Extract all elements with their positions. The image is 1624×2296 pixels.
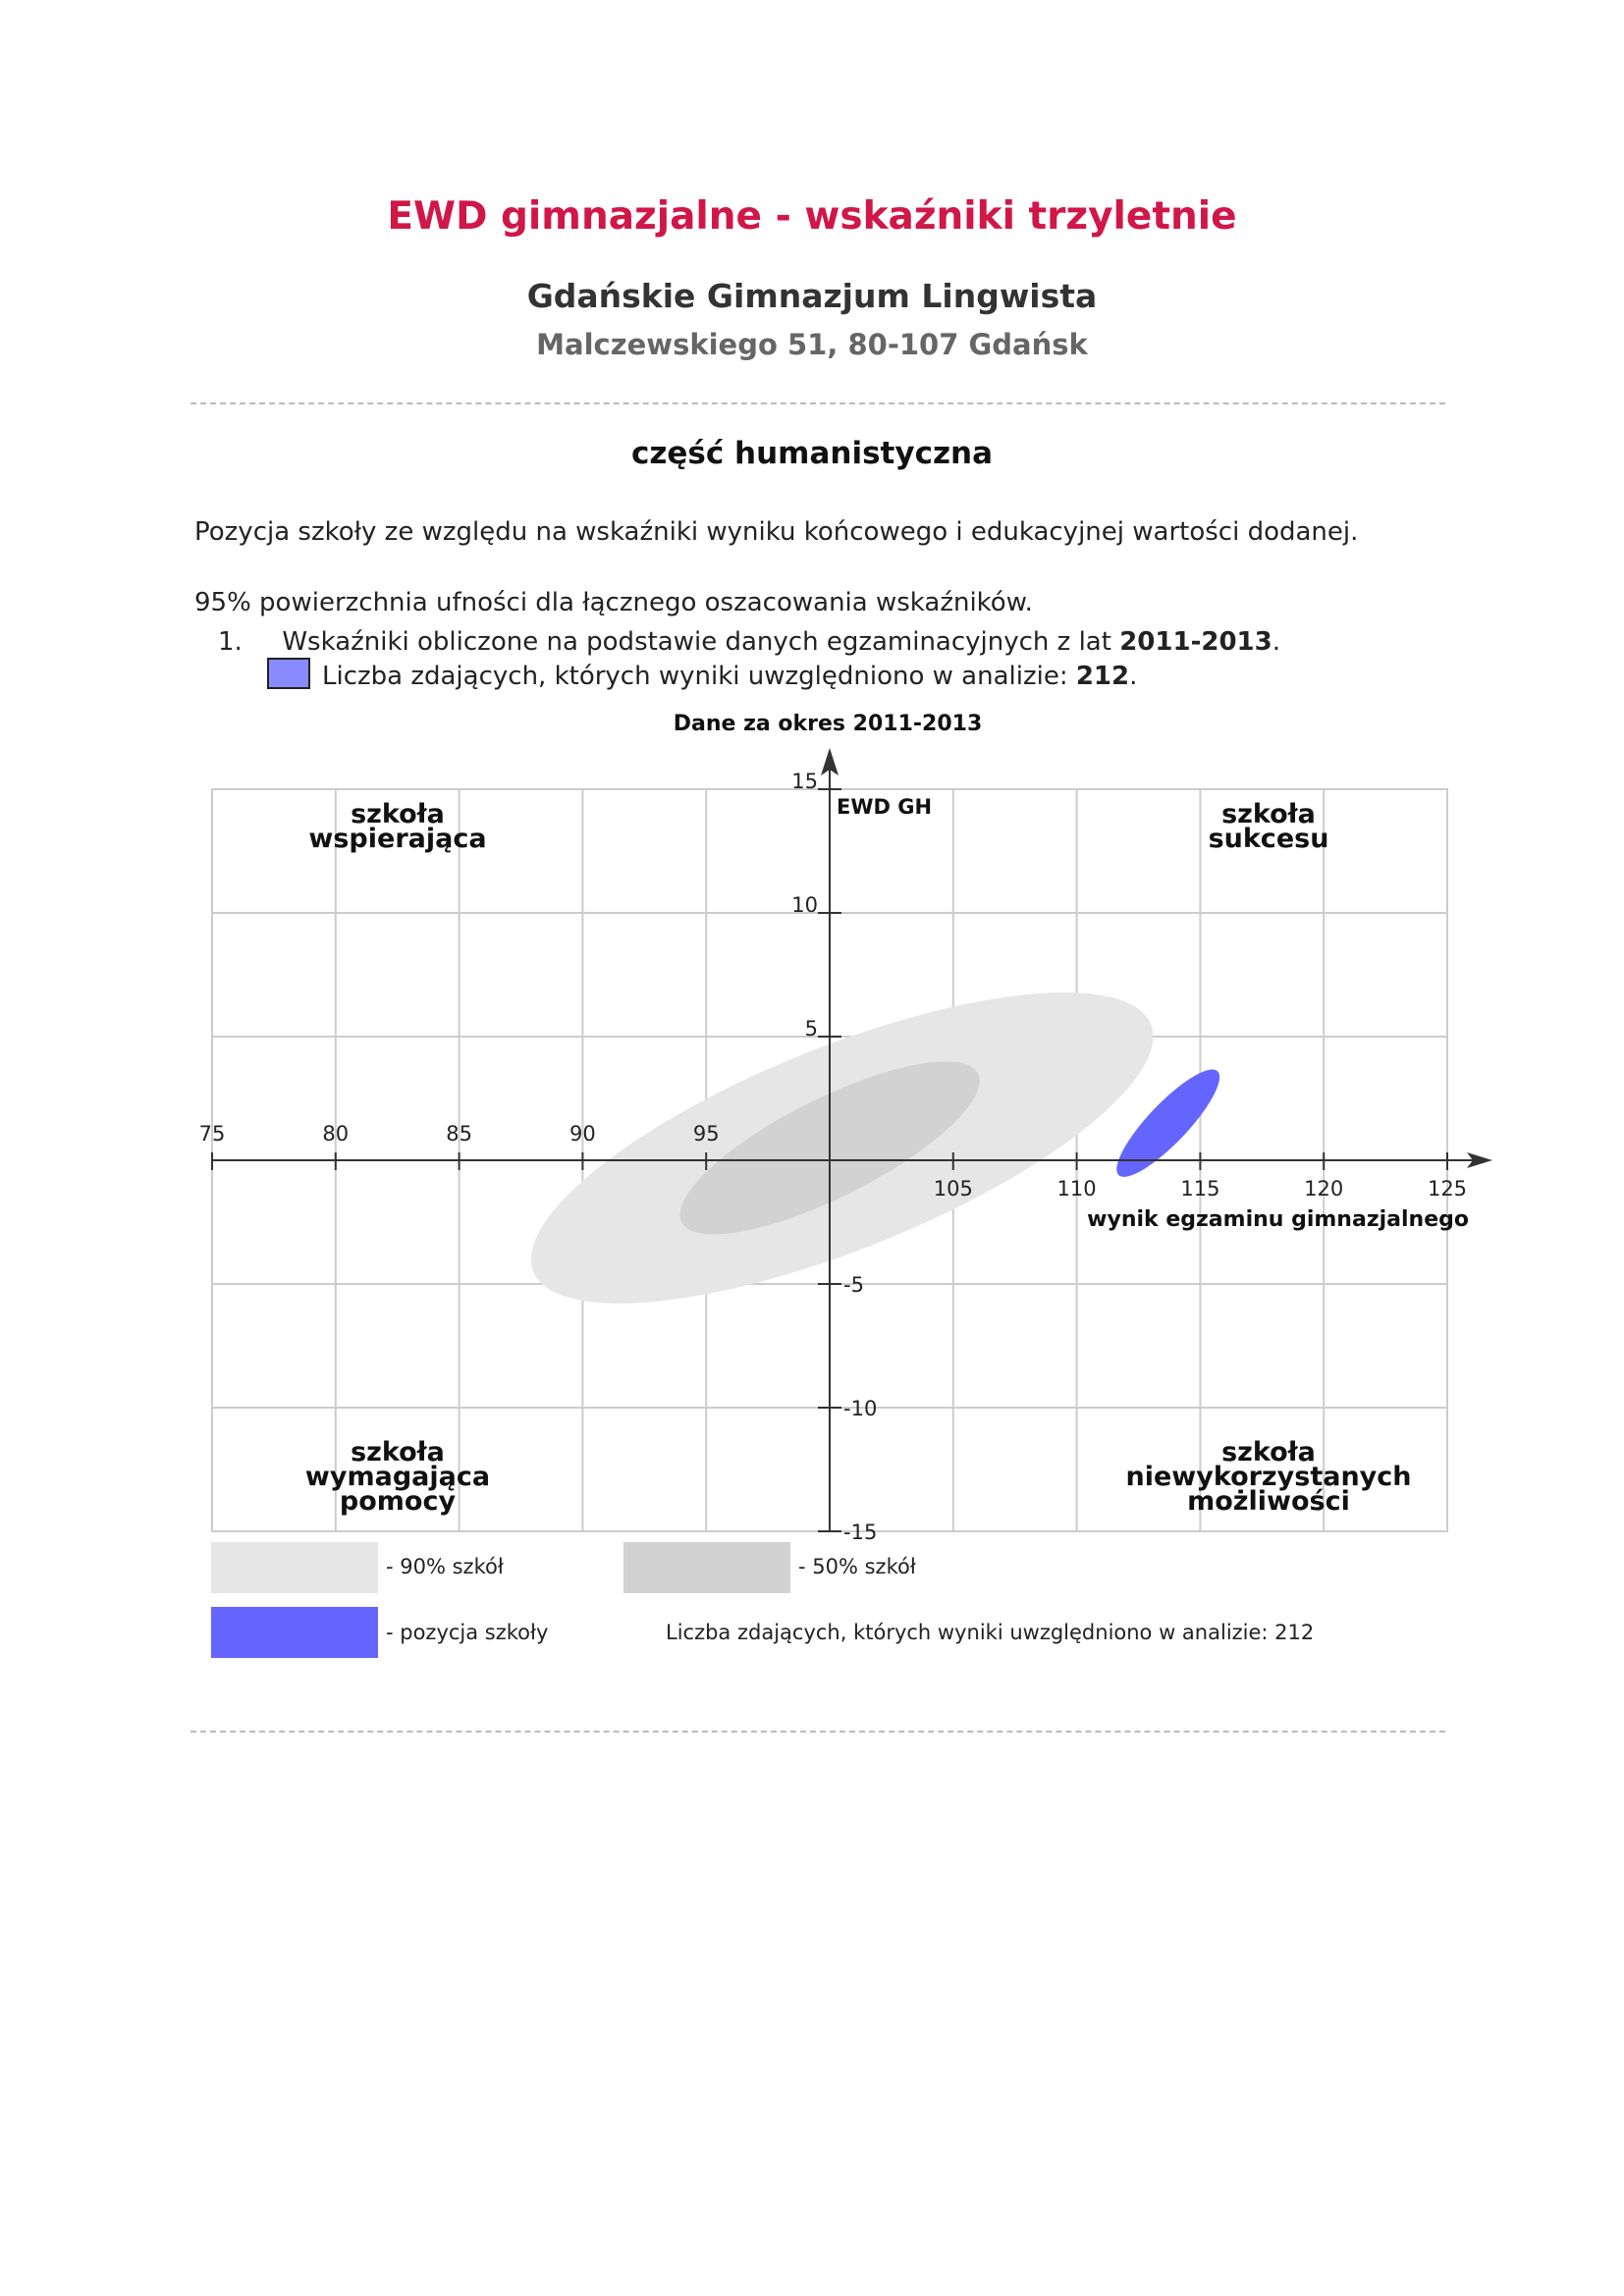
x-tick-label: 120 <box>1304 1177 1344 1201</box>
legend-school-swatch <box>211 1607 378 1658</box>
list-item-end: . <box>1272 627 1280 657</box>
students-count: 212 <box>1075 662 1130 691</box>
x-tick-label: 125 <box>1427 1177 1468 1201</box>
school-address: Malczewskiego 51, 80-107 Gdańsk <box>536 328 1088 361</box>
x-tick-label: 90 <box>569 1122 596 1146</box>
x-tick-label: 105 <box>933 1177 973 1201</box>
list-item-years: 2011-2013 <box>1119 627 1272 657</box>
x-axis-label: wynik egzaminu gimnazjalnego <box>1087 1207 1469 1232</box>
y-axis-label: EWD GH <box>837 795 933 819</box>
quadrant-label-bottom-right <box>1126 1437 1412 1517</box>
quadrant-label-line: szkoła <box>1221 799 1316 829</box>
y-tick-label: 10 <box>791 893 818 917</box>
y-tick-label: 5 <box>804 1017 818 1041</box>
y-tick-label: -15 <box>843 1521 878 1544</box>
list-item-text: Wskaźniki obliczone na podstawie danych egzaminacyjnych z lat <box>282 627 1120 657</box>
legend-band-90-label: - 90% szkół <box>386 1555 504 1578</box>
school-name: Gdańskie Gimnazjum Lingwista <box>526 277 1098 315</box>
confidence-note: 95% powierzchnia ufności dla łącznego oszacowania wskaźników. <box>194 588 1033 617</box>
quadrant-label-top-right <box>1209 799 1329 854</box>
students-end: . <box>1129 662 1138 691</box>
y-tick-label: 15 <box>791 770 818 793</box>
legend-count-label: Liczba zdających, których wyniki uwzględniono w analizie: 212 <box>666 1621 1315 1644</box>
section-description: Pozycja szkoły ze względu na wskaźniki wyniku końcowego i edukacyjnej wartości dodanej. <box>194 517 1359 547</box>
y-tick-label: -5 <box>843 1273 864 1297</box>
x-tick-label: 80 <box>322 1122 350 1146</box>
section-title: część humanistyczna <box>630 436 993 471</box>
students-text: Liczba zdających, których wyniki uwzględniono w analizie: <box>322 662 1076 691</box>
quadrant-label-line: wymagająca <box>304 1462 491 1492</box>
chart-regions <box>496 930 1232 1365</box>
quadrant-label-line: pomocy <box>339 1486 457 1517</box>
quadrant-label-line: szkoła <box>1221 1437 1316 1468</box>
legend-band-50-swatch <box>623 1542 790 1593</box>
quadrant-label-line: wspierająca <box>308 824 487 854</box>
chart-title: Dane za okres 2011-2013 <box>673 712 983 736</box>
quadrant-label-line: możliwości <box>1187 1486 1350 1517</box>
legend-school-label: - pozycja szkoły <box>386 1621 549 1644</box>
quadrant-label-line: sukcesu <box>1208 824 1329 854</box>
legend-band-50-label: - 50% szkół <box>798 1555 916 1578</box>
x-tick-label: 75 <box>198 1122 226 1146</box>
divider-bottom <box>190 1731 1445 1733</box>
x-tick-label: 110 <box>1056 1177 1097 1201</box>
quadrant-label-line: szkoła <box>351 1437 445 1468</box>
legend-band-90-swatch <box>211 1542 378 1593</box>
y-tick-label: -10 <box>843 1397 878 1420</box>
quadrant-label-bottom-left <box>305 1437 490 1517</box>
quadrant-label-line: szkoła <box>351 799 445 829</box>
x-tick-label: 115 <box>1180 1177 1220 1201</box>
x-tick-label: 85 <box>446 1122 472 1146</box>
list-item-number: 1. <box>218 627 243 657</box>
quadrant-label-line: niewykorzystanych <box>1125 1462 1412 1492</box>
x-tick-label: 95 <box>692 1122 720 1146</box>
page-title: EWD gimnazjalne - wskaźniki trzyletnie <box>387 194 1237 239</box>
